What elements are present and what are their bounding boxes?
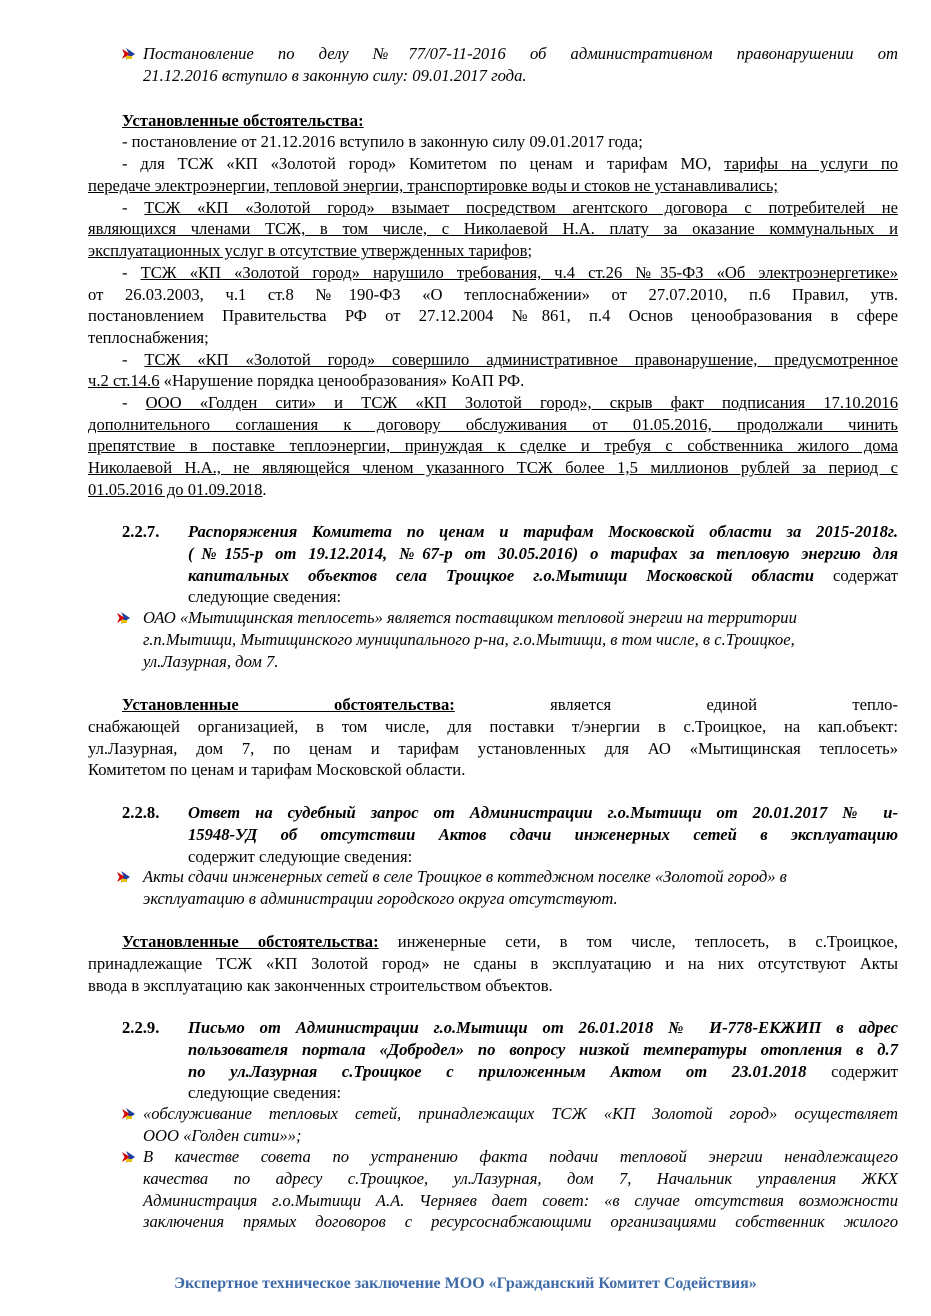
- paragraph-line: Установленные обстоятельства: является единой тепло-: [122, 695, 898, 714]
- paragraph-line: Установленные обстоятельства: инженерные сети, в том числе, теплосеть, в с.Троицкое,: [122, 932, 898, 951]
- paragraph-line: - ТСЖ «КП «Золотой город» нарушило требования, ч.4 ст.26 №35-ФЗ «Об электроэнергетике»: [122, 263, 898, 282]
- bullet-arrow-icon: [116, 869, 132, 885]
- section-title: пользователя портала «Добродел» по вопросу низкой температуры отопления в д.7: [188, 1040, 898, 1059]
- section-title: капитальных объектов села Троицкое г.о.Мытищи Московской области содержат: [188, 566, 899, 585]
- bullet-text: Акты сдачи инженерных сетей в селе Троицкое в коттеджном поселке «Золотой город» в: [143, 867, 787, 886]
- paragraph-line: являющихся членами ТСЖ, в том числе, с Николаевой Н.А. плату за оказание коммунальных и: [88, 219, 898, 238]
- paragraph-line: - для ТСЖ «КП «Золотой город» Комитетом по ценам и тарифам МО, тарифы на услуги по: [122, 154, 898, 173]
- bullet-arrow-icon: [121, 46, 137, 62]
- section-title: Письмо от Администрации г.о.Мытищи от 26.01.2018 № И-778-ЕКЖИП в адрес: [188, 1018, 898, 1037]
- section-number: 2.2.7.: [122, 522, 160, 541]
- section-heading: Установленные обстоятельства:: [122, 111, 364, 130]
- section-title: следующие сведения:: [188, 587, 342, 606]
- page-footer: Экспертное техническое заключение МОО «Гражданский Комитет Содействия»: [174, 1275, 757, 1292]
- paragraph-line: от 26.03.2003, ч.1 ст.8 №190-ФЗ «О теплоснабжении» от 27.07.2010, п.6 Правил, утв.: [88, 285, 898, 304]
- paragraph-line: эксплуатационных услуг в отсутствие утвержденных тарифов;: [88, 241, 533, 260]
- section-title: Распоряжения Комитета по ценам и тарифам Московской области за 2015-2018г.: [188, 522, 898, 541]
- section-title: (№155-р от 19.12.2014, №67-р от 30.05.2016) о тарифах за тепловую энергию для: [188, 544, 898, 563]
- bullet-text: ОАО «Мытищинская теплосеть» является поставщиком тепловой энергии на территории: [143, 608, 797, 627]
- bullet-text: 21.12.2016 вступило в законную силу: 09.01.2017 года.: [143, 66, 527, 85]
- bullet-text: качества по адресу с.Троицкое, ул.Лазурная, дом 7, Начальник управления ЖКХ: [143, 1169, 898, 1188]
- bullet-text: г.п.Мытищи, Мытищинского муниципального р-на, г.о.Мытищи, в том числе, в с.Троицкое,: [143, 630, 795, 649]
- paragraph-line: передаче электроэнергии, тепловой энергии, транспортировке воды и стоков не устанавливались;: [88, 176, 779, 195]
- bullet-text: ООО «Голден сити»»;: [143, 1126, 302, 1145]
- paragraph-line: принадлежащие ТСЖ «КП Золотой город» не сданы в эксплуатацию и на них отсутствуют Акты: [88, 954, 898, 973]
- bullet-text: «обслуживание тепловых сетей, принадлежащих ТСЖ «КП Золотой город» осуществляет: [143, 1104, 898, 1123]
- section-number: 2.2.9.: [122, 1018, 160, 1037]
- bullet-arrow-icon: [121, 1149, 137, 1165]
- bullet-text: Администрация г.о.Мытищи А.А. Черняев дает совет: «в случае отсутствия возможности: [143, 1191, 898, 1210]
- paragraph-line: дополнительного соглашения к договору обслуживания от 01.05.2016, продолжали чинить: [88, 415, 898, 434]
- section-title: 15948-УД об отсутствии Актов сдачи инженерных сетей в эксплуатацию: [188, 825, 898, 844]
- bullet-text: эксплуатацию в администрации городского округа отсутствуют.: [143, 889, 618, 908]
- paragraph-line: - ООО «Голден сити» и ТСЖ «КП Золотой город», скрыв факт подписания 17.10.2016: [122, 393, 898, 412]
- bullet-text: Постановление по делу №77/07-11-2016 об административном правонарушении от: [143, 44, 898, 63]
- bullet-text: В качестве совета по устранению факта подачи тепловой энергии ненадлежащего: [143, 1147, 898, 1166]
- section-title: следующие сведения:: [188, 1083, 342, 1102]
- paragraph-line: Комитетом по ценам и тарифам Московской области.: [88, 760, 466, 779]
- bullet-text: заключения прямых договоров с ресурсоснабжающими организациями собственник жилого: [143, 1212, 898, 1231]
- paragraph-line: постановлением Правительства РФ от 27.12.2004 №861, п.4 Основ ценообразования в сфере: [88, 306, 898, 325]
- section-title: Ответ на судебный запрос от Администрации г.о.Мытищи от 20.01.2017 № и-: [188, 803, 898, 822]
- section-number: 2.2.8.: [122, 803, 160, 822]
- paragraph-line: - постановление от 21.12.2016 вступило в законную силу 09.01.2017 года;: [122, 132, 643, 151]
- paragraph-line: снабжающей организацией, в том числе, для поставки т/энергии в с.Троицкое, на кап.объект:: [88, 717, 898, 736]
- paragraph-line: ул.Лазурная, дом 7, по ценам и тарифам установленных для АО «Мытищинская теплосеть»: [88, 739, 898, 758]
- paragraph-line: - ТСЖ «КП «Золотой город» взымает посредством агентского договора с потребителей не: [122, 198, 898, 217]
- paragraph-line: теплоснабжения;: [88, 328, 209, 347]
- paragraph-line: Николаевой Н.А., не являющейся членом указанного ТСЖ более 1,5 миллионов рублей за период с: [88, 458, 898, 477]
- paragraph-line: 01.05.2016 до 01.09.2018.: [88, 480, 267, 499]
- section-title: содержит следующие сведения:: [188, 847, 413, 866]
- bullet-text: ул.Лазурная, дом 7.: [143, 652, 279, 671]
- paragraph-line: ч.2 ст.14.6 «Нарушение порядка ценообразования» КоАП РФ.: [88, 371, 525, 390]
- section-title: по ул.Лазурная с.Троицкое с приложенным Актом от 23.01.2018 содержит: [188, 1062, 898, 1081]
- paragraph-line: препятствие в поставке теплоэнергии, принуждая к сделке и требуя с собственника жилого дома: [88, 436, 898, 455]
- bullet-arrow-icon: [121, 1106, 137, 1122]
- paragraph-line: ввода в эксплуатацию как законченных строительством объектов.: [88, 976, 553, 995]
- bullet-arrow-icon: [116, 610, 132, 626]
- paragraph-line: - ТСЖ «КП «Золотой город» совершило административное правонарушение, предусмотренное: [122, 350, 898, 369]
